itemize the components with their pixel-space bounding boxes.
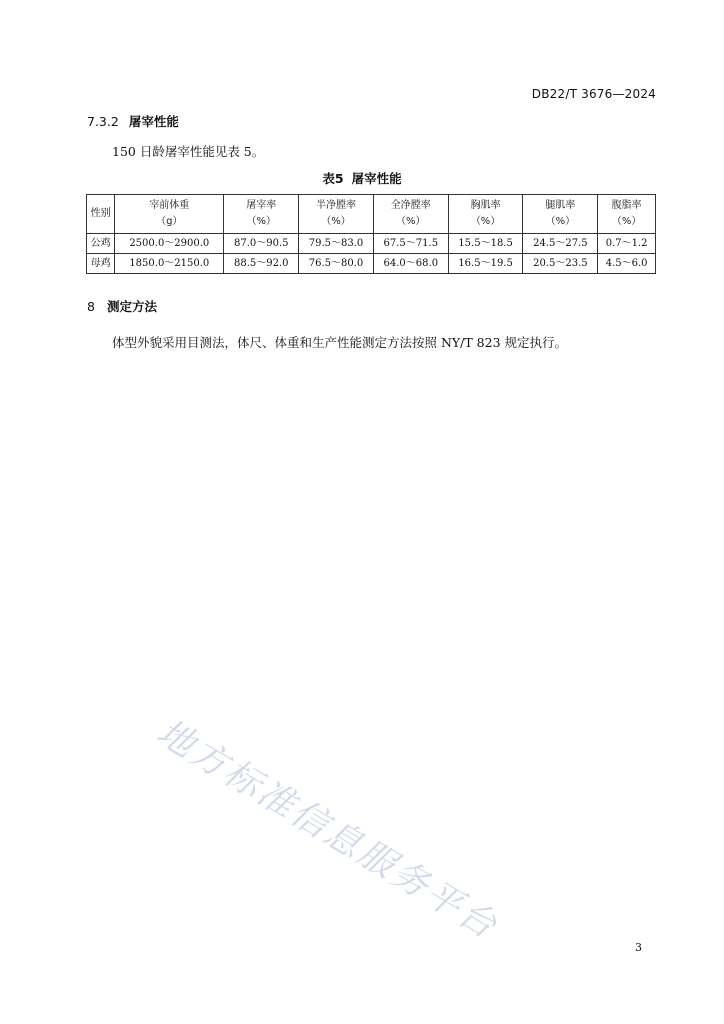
table-cell: 0.7～1.2 <box>598 234 656 254</box>
column-header-weight: 宰前体重 （g） <box>115 195 224 234</box>
column-header-half-eviscerated: 半净膛率 （%） <box>299 195 374 234</box>
document-code: DB22/T 3676—2024 <box>531 87 656 101</box>
column-header-abdominal-fat: 腹脂率 （%） <box>598 195 656 234</box>
section-number: 8 <box>87 299 95 314</box>
column-header-slaughter-rate: 屠宰率 （%） <box>224 195 299 234</box>
table-row <box>87 234 656 254</box>
section-heading-7-3-2 <box>87 112 179 130</box>
table-cell: 87.0～90.5 <box>224 234 299 254</box>
table-cell: 2500.0～2900.0 <box>115 234 224 254</box>
table-cell: 76.5～80.0 <box>299 254 374 274</box>
table-cell: 1850.0～2150.0 <box>115 254 224 274</box>
table-header-row <box>87 195 656 234</box>
slaughter-performance-table <box>86 194 656 274</box>
paragraph-slaughter-intro: 150 日龄屠宰性能见表 5。 <box>112 144 265 159</box>
table-caption-title: 屠宰性能 <box>351 171 402 186</box>
table-cell: 24.5～27.5 <box>523 234 598 254</box>
section-title: 测定方法 <box>106 299 157 314</box>
paragraph-measurement-method: 体型外貌采用目测法，体尺、体重和生产性能测定方法按照 NY/T 823 规定执行。 <box>112 335 568 350</box>
table-cell: 母鸡 <box>87 254 115 274</box>
column-header-breast-muscle: 胸肌率 （%） <box>448 195 523 234</box>
table-cell: 64.0～68.0 <box>373 254 448 274</box>
table-cell: 公鸡 <box>87 234 115 254</box>
section-number: 7.3.2 <box>87 114 119 129</box>
table-cell: 16.5～19.5 <box>448 254 523 274</box>
table-row <box>87 254 656 274</box>
watermark: 地方标准信息服务平台 <box>149 711 506 948</box>
section-heading-8 <box>87 297 157 315</box>
column-header-full-eviscerated: 全净膛率 （%） <box>373 195 448 234</box>
table-cell: 67.5～71.5 <box>373 234 448 254</box>
section-title: 屠宰性能 <box>128 114 179 129</box>
table-cell: 15.5～18.5 <box>448 234 523 254</box>
table-caption <box>0 169 724 187</box>
column-header-sex: 性别 <box>87 195 115 234</box>
table-caption-number: 表5 <box>322 171 344 186</box>
table-cell: 79.5～83.0 <box>299 234 374 254</box>
table-cell: 4.5～6.0 <box>598 254 656 274</box>
page-number: 3 <box>635 941 642 954</box>
table-cell: 20.5～23.5 <box>523 254 598 274</box>
column-header-leg-muscle: 腿肌率 （%） <box>523 195 598 234</box>
table-cell: 88.5～92.0 <box>224 254 299 274</box>
